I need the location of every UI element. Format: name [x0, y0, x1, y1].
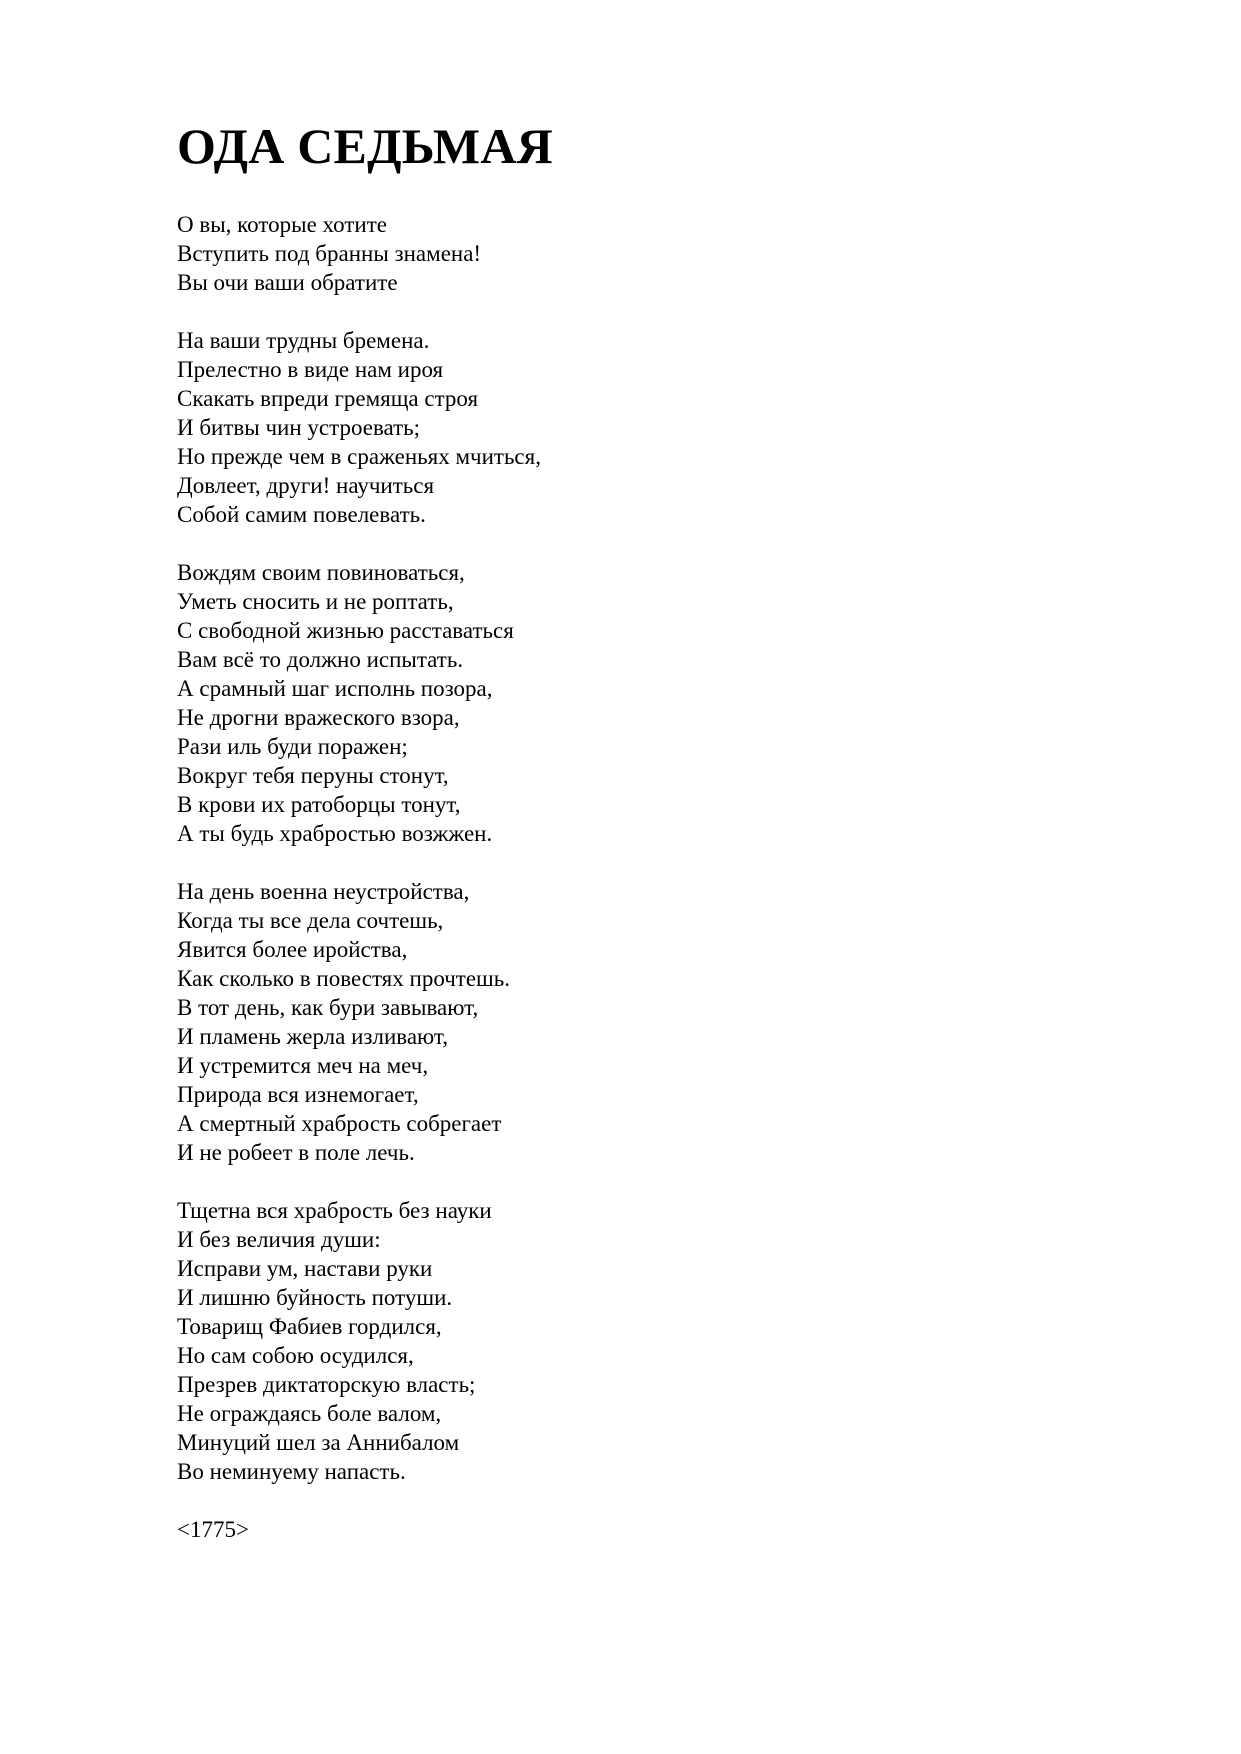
poem-line: Природа вся изнемогает, [177, 1082, 419, 1107]
poem-line: На день военна неустройства, [177, 879, 470, 904]
poem-line: И битвы чин устроевать; [177, 415, 421, 440]
poem-line: Когда ты все дела сочтешь, [177, 908, 444, 933]
poem-title: ОДА СЕДЬМАЯ [177, 118, 553, 174]
stanza-4 [177, 877, 1157, 1167]
poem-line: Минуций шел за Аннибалом [177, 1430, 460, 1455]
poem-line: Вступить под бранны знамена! [177, 241, 482, 266]
document-page [177, 118, 1157, 1544]
poem-line: Но сам собою осудился, [177, 1343, 414, 1368]
poem-line: На ваши трудны бремена. [177, 328, 430, 353]
poem-line: А срамный шаг исполнь позора, [177, 676, 493, 701]
poem-line: Товарищ Фабиев гордился, [177, 1314, 442, 1339]
poem-line: А смертный храбрость собрегает [177, 1111, 502, 1136]
poem-line: Презрев диктаторскую власть; [177, 1372, 476, 1397]
poem-line: О вы, которые хотите [177, 212, 387, 237]
poem-line: Вокруг тебя перуны стонут, [177, 763, 449, 788]
poem-line: Скакать впреди гремяща строя [177, 386, 479, 411]
poem-line: В тот день, как бури завывают, [177, 995, 479, 1020]
poem-line: Но прежде чем в сраженьях мчиться, [177, 444, 541, 469]
stanza-5 [177, 1196, 1157, 1486]
poem-line: И лишню буйность потуши. [177, 1285, 453, 1310]
poem-line: А ты будь храбростью возжжен. [177, 821, 493, 846]
poem-line: И без величия души: [177, 1227, 381, 1252]
poem-line: Довлеет, други! научиться [177, 473, 435, 498]
poem-line: Не дрогни вражеского взора, [177, 705, 460, 730]
poem-date: <1775> [177, 1517, 249, 1542]
stanza-2 [177, 326, 1157, 529]
stanza-3 [177, 558, 1157, 848]
poem-line: И устремится меч на меч, [177, 1053, 429, 1078]
poem-line: Как сколько в повестях прочтешь. [177, 966, 511, 991]
poem-line: Рази иль буди поражен; [177, 734, 408, 759]
poem-line: Явится более иройства, [177, 937, 408, 962]
poem-line: Вы очи ваши обратите [177, 270, 398, 295]
poem-line: Вам всё то должно испытать. [177, 647, 464, 672]
poem-line: И пламень жерла изливают, [177, 1024, 448, 1049]
poem-line: Исправи ум, настави руки [177, 1256, 433, 1281]
poem-line: Собой самим повелевать. [177, 502, 426, 527]
poem-line: В крови их ратоборцы тонут, [177, 792, 461, 817]
poem-line: С свободной жизнью расставаться [177, 618, 514, 643]
poem-line: И не робеет в поле лечь. [177, 1140, 415, 1165]
stanza-1 [177, 210, 1157, 297]
poem-body [177, 210, 1157, 1544]
poem-line: Не ограждаясь боле валом, [177, 1401, 442, 1426]
poem-line: Уметь сносить и не роптать, [177, 589, 454, 614]
poem-line: Вождям своим повиноваться, [177, 560, 465, 585]
poem-line: Прелестно в виде нам ироя [177, 357, 444, 382]
poem-line: Тщетна вся храбрость без науки [177, 1198, 492, 1223]
poem-line: Во неминуему напасть. [177, 1459, 406, 1484]
